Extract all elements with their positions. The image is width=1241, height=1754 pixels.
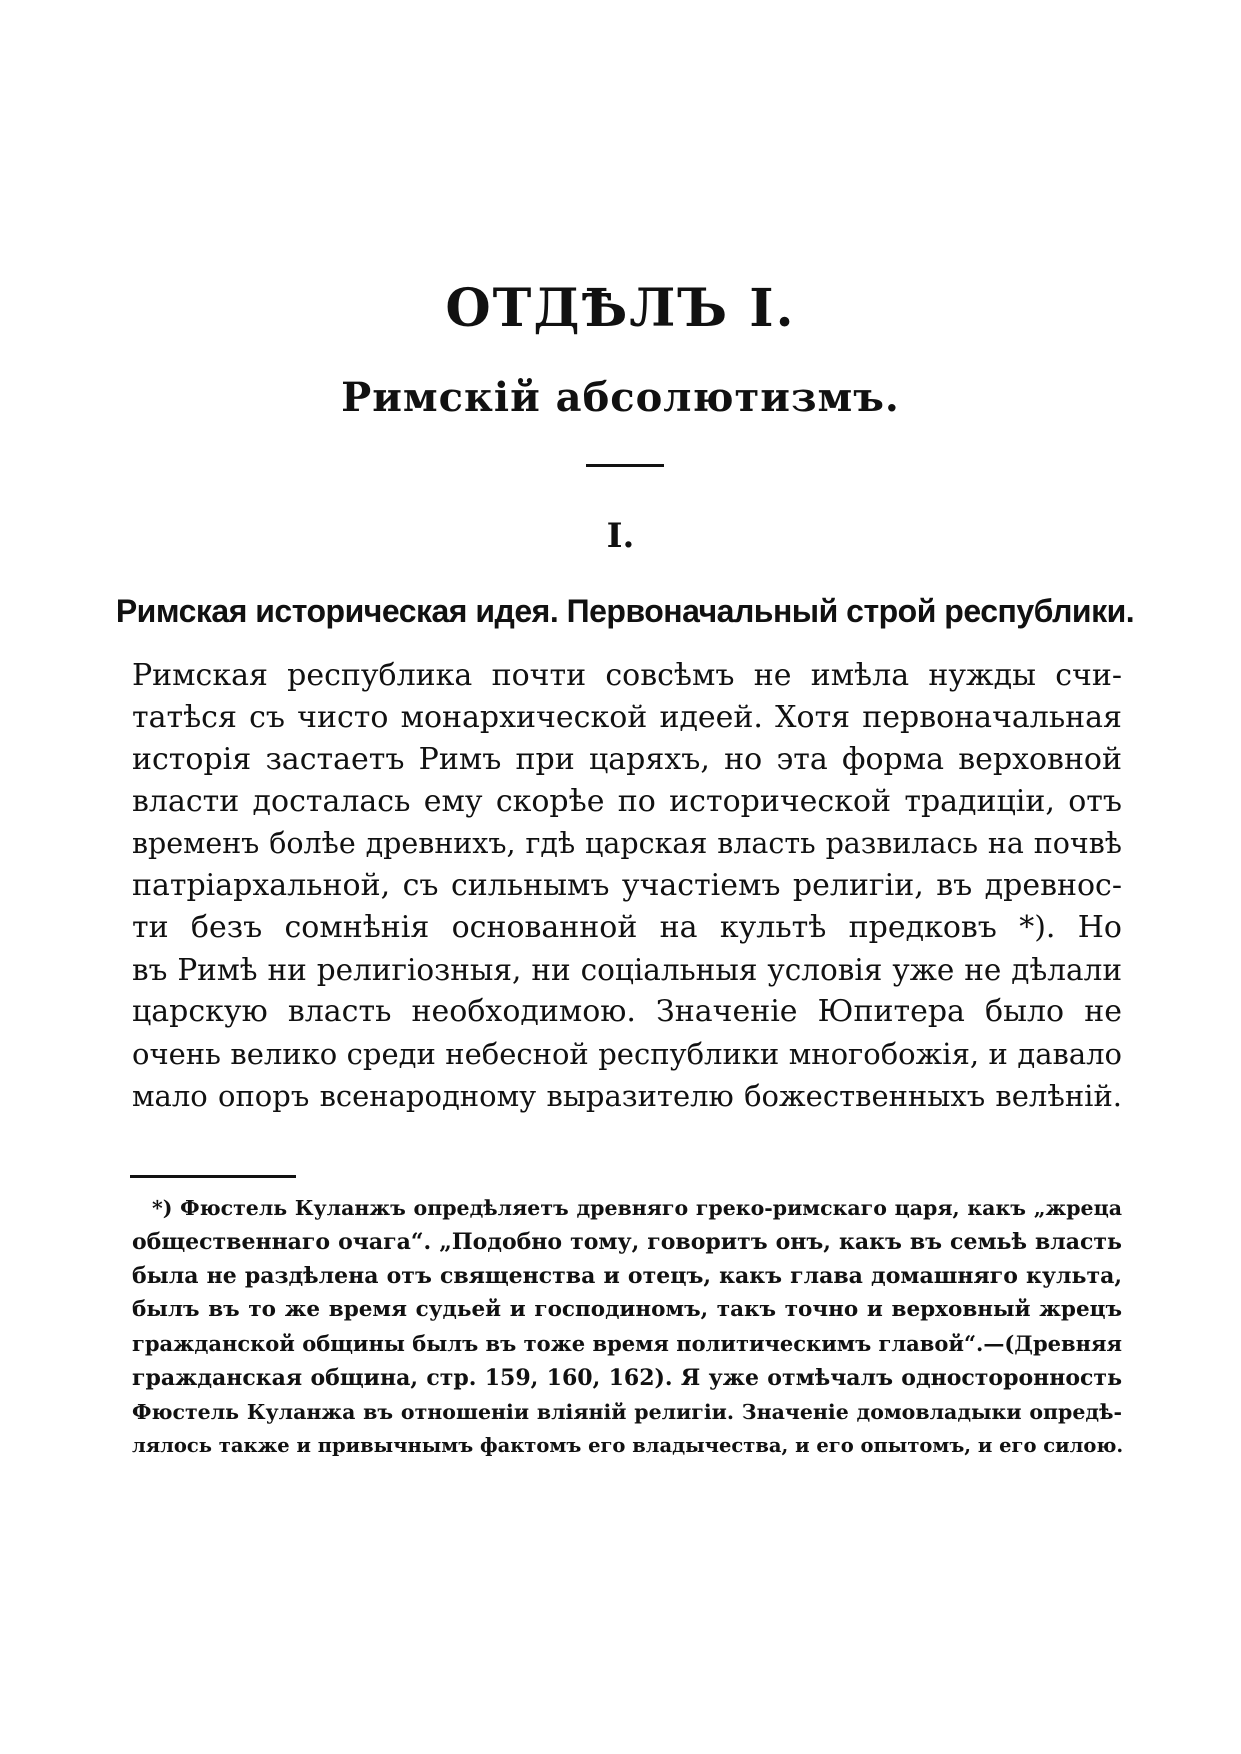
footnote-line: *) Фюстель Куланжъ опредѣляетъ древняго греко-римскаго царя, какъ „жреца bbox=[152, 1196, 1122, 1220]
body-line: патріархальной, съ сильнымъ участіемъ религіи, въ древнос- bbox=[132, 868, 1122, 903]
body-line: исторія застаетъ Римъ при царяхъ, но эта форма верховной bbox=[132, 742, 1122, 777]
footnote-line: гражданская община, стр. 159, 160, 162). Я уже отмѣчалъ односторонность bbox=[132, 1365, 1122, 1391]
footnote-line: гражданской общины былъ въ тоже время политическимъ главой“.—(Древняя bbox=[132, 1331, 1122, 1356]
chapter-number: I. bbox=[606, 516, 635, 556]
body-line: временъ болѣе древнихъ, гдѣ царская власть развилась на почвѣ bbox=[132, 827, 1122, 860]
chapter-title: Римская историческая идея. Первоначальный строй республики. bbox=[115, 593, 1135, 629]
footnote-line: была не раздѣлена отъ священства и отецъ, какъ глава домашняго культа, bbox=[132, 1263, 1122, 1289]
footnote-divider bbox=[130, 1175, 296, 1178]
body-line: ти безъ сомнѣнія основанной на культѣ предковъ *). Но bbox=[132, 910, 1122, 945]
body-line: мало опоръ всенародному выразителю божественныхъ велѣній. bbox=[132, 1079, 1122, 1113]
section-title: ОТДѢЛЪ I. bbox=[445, 278, 796, 339]
body-line: царскую власть необходимою. Значеніе Юпитера было не bbox=[132, 994, 1122, 1029]
body-line: Римская республика почти совсѣмъ не имѣла нужды счи- bbox=[132, 658, 1122, 693]
footnote-line: общественнаго очага“. „Подобно тому, говоритъ онъ, какъ въ семьѣ власть bbox=[132, 1229, 1122, 1255]
footnote-line: былъ въ то же время судьей и господиномъ, такъ точно и верховный жрецъ bbox=[132, 1297, 1122, 1322]
title-divider bbox=[586, 464, 664, 467]
footnote-line: лялось также и привычнымъ фактомъ его владычества, и его опытомъ, и его силою. bbox=[132, 1434, 1124, 1457]
body-line: въ Римѣ ни религіозныя, ни соціальныя условія уже не дѣлали bbox=[132, 953, 1122, 987]
body-line: очень велико среди небесной республики многобожія, и давало bbox=[132, 1037, 1122, 1071]
footnote-line: Фюстель Куланжа въ отношеніи вліяній религіи. Значеніе домовладыки опредѣ- bbox=[132, 1400, 1122, 1424]
body-line: власти досталась ему скорѣе по исторической традиціи, отъ bbox=[132, 784, 1122, 819]
body-line: татѣся съ чисто монархической идеей. Хотя первоначальная bbox=[132, 700, 1122, 735]
section-subtitle: Римскій абсолютизмъ. bbox=[341, 374, 900, 421]
